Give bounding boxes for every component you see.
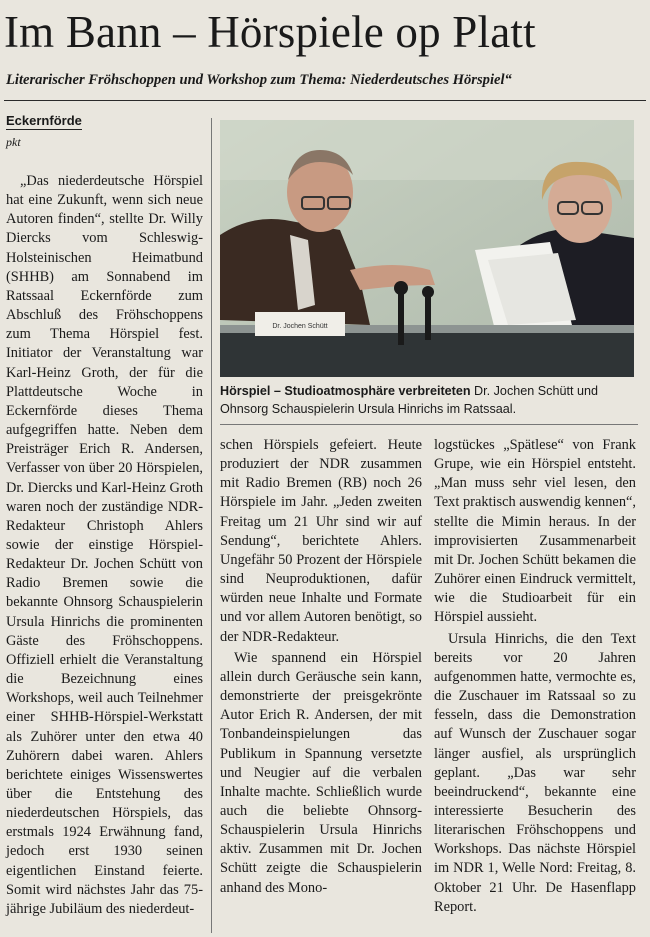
header-rule: [4, 100, 646, 101]
article-headline: Im Bann – Hörspiele op Platt: [4, 7, 536, 57]
photo-caption: [220, 382, 638, 418]
column-2: [220, 436, 422, 898]
caption-heading: Hörspiel – Studioatmosphäre verbreiteten: [220, 384, 471, 398]
paragraph: Ursula Hinrichs, die den Text bereits vor 20 Jahren aufgenommen hatte, vermochte es, die Zuschauer im Ratssaal so zu fesseln, dass die Demonstration auf Wunsch der Zuschauer sogar länger ausfiel, als ursprünglich geplant. „Das war sehr beeindruckend“, bekannte eine interessierte Besucherin des literarischen Fröhschoppens und Workshops. Das nächste Hörspiel im NDR 1, Welle Nord: Freitag, 8. Oktober 21 Uhr. De Hasenflapp Report.: [434, 630, 636, 915]
author-byline: pkt: [6, 135, 21, 149]
caption-text: Dr. Jochen Schütt und Ohnsorg Schauspielerin Ursula Hinrichs im Ratssaal.: [220, 384, 598, 416]
nameplate-text: Dr. Jochen Schütt: [272, 323, 328, 330]
paragraph: schen Hörspiels gefeiert. Heute produziert der NDR zusammen mit Radio Bremen (RB) noch 26 Hörspiele im Jahr. „Jeden zweiten Freitag um 21 Uhr sind wir auf Sendung“, berichtete Ahlers. Ungefähr 50 Prozent der Hörspiele sind Neuproduktionen, dafür würden neue Inhalte und Formate und vor allem Autoren benötigt, so der NDR-Redakteur.: [220, 437, 422, 645]
column-3: [434, 436, 636, 917]
paragraph: Wie spannend ein Hörspiel allein durch Geräusche sein kann, demonstrierte der preisgekrönte Autor Erich R. Andersen, der mit Tonbandeinspielungen das Publikum in Spannung versetzte und Neugier auf die verbalen Inhalte machte. Schließlich wurde auch die beliebte Ohnsorg-Schauspielerin Ursula Hinrichs aktiv. Zusammen mit Dr. Jochen Schütt zeigte die Schauspielerin anhand des Mono-: [220, 649, 422, 896]
location-kicker: Eckernförde: [6, 113, 82, 128]
column-1: [6, 172, 203, 919]
article-photo: [220, 120, 634, 377]
article-subheadline: Literarischer Fröhschoppen und Workshop zum Thema: Niederdeutsches Hörspiel“: [6, 72, 512, 88]
column-divider: [211, 118, 212, 933]
paragraph: „Das niederdeutsche Hörspiel hat eine Zukunft, wenn sich neue Autoren finden“, stellte Dr. Willy Diercks vom Schleswig-Holsteinischen Heimatbund (SHHB) am Sonnabend im Ratssaal Eckernförde zum Abschluß des Fröhschoppens zum Thema Hörspiel fest. Initiator der Veranstaltung war Karl-Heinz Groth, der für die Plattdeutsche Woche in Eckernförde dieses Thema aufgegriffen hatte. Neben dem Preisträger Erich R. Andersen, Verfasser von über 20 Hörspielen, Dr. Diercks und Karl-Heinz Groth waren noch der zuständige NDR-Redakteur Christoph Ahlers sowie der einstige Hörspiel-Redakteur Dr. Jochen Schütt von Radio Bremen sowie die bekannte Ohnsorg Schauspielerin Ursula Hinrichs die prominenten Gäste des Fröhschoppens. Offiziell erhielt die Veranstaltung die Bezeichnung eines Workshops, weil auch Teilnehmer einer SHHB-Hörspiel-Werkstatt als Zuhörer unter den etwa 40 Zuhörern dabei waren. Ahlers berichtete einiges Wissenswertes über die Entstehung des niederdeutschen Hörspiels, das erstmals 1924 Erwähnung fand, jedoch erst 1930 seinen eigentlichen Einstand feierte. Somit wird nächstes Jahr das 75-jährige Jubiläum des niederdeut-: [6, 173, 204, 917]
caption-rule: [220, 424, 638, 425]
paragraph: logstückes „Spätlese“ von Frank Grupe, wie ein Hörspiel entsteht. „Man muss sehr viel lesen, den Text praktisch auswendig kennen“, stellte die Mimin heraus. In der improvisierten Zusammenarbeit mit Dr. Jochen Schütt bekamen die Zuhörer einen Eindruck vermittelt, wie die Studioarbeit für ein Hörspiel aussieht.: [434, 437, 636, 626]
photo-illustration: [220, 120, 634, 377]
